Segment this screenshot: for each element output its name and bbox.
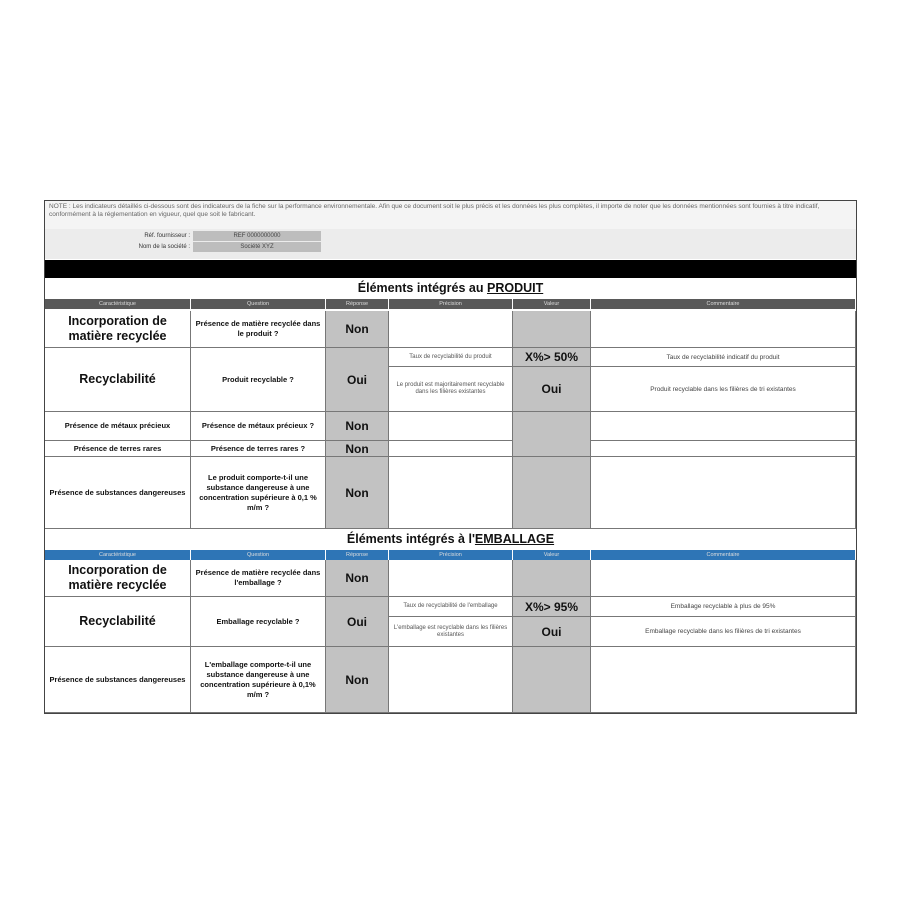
produit-precision-rate: Taux de recyclabilité du produit bbox=[389, 348, 513, 367]
meta-value[interactable]: Société XYZ bbox=[193, 242, 321, 252]
emballage-header-row bbox=[45, 550, 856, 560]
produit-commentaire-empty[interactable] bbox=[591, 457, 856, 529]
section-title-prefix: Éléments intégrés à l' bbox=[346, 532, 475, 546]
header-valeur: Valeur bbox=[513, 550, 591, 560]
produit-valeur-empty[interactable] bbox=[513, 311, 591, 348]
produit-valeur-empty[interactable] bbox=[513, 412, 591, 457]
emballage-precision-empty[interactable] bbox=[389, 647, 513, 713]
emballage-commentaire-empty[interactable] bbox=[591, 560, 856, 597]
produit-question-substances: Le produit comporte-t-il une substance dangereuse à une concentration supérieure à 0,1 % m/m ? bbox=[191, 457, 326, 529]
meta-row-company bbox=[45, 242, 856, 252]
meta-row-reference bbox=[45, 231, 856, 241]
emballage-answer-recyclability[interactable]: Oui bbox=[326, 597, 389, 647]
emballage-precision-empty[interactable] bbox=[389, 560, 513, 597]
header-caracteristique: Caractéristique bbox=[45, 550, 191, 560]
meta-key: Nom de la société : bbox=[138, 244, 190, 250]
emballage-valeur-empty[interactable] bbox=[513, 560, 591, 597]
note-text: NOTE : Les indicateurs détaillés ci-dessous sont des indicateurs de la fiche sur la performance environnementale. Afin que ce document soit le plus précis et les données les plus complètes, il importe de noter que les données mentionnées sont fournies à titre indicatif, conformément à la réglementation en vigueur, quel que soit le fabricant. bbox=[45, 201, 856, 229]
produit-valeur-empty[interactable] bbox=[513, 457, 591, 529]
meta-value[interactable]: REF 0000000000 bbox=[193, 231, 321, 241]
produit-precision-empty[interactable] bbox=[389, 457, 513, 529]
produit-answer-recyclability[interactable]: Oui bbox=[326, 348, 389, 412]
emballage-valeur-empty[interactable] bbox=[513, 647, 591, 713]
section-title-produit bbox=[45, 281, 856, 295]
section-title-emph: EMBALLAGE bbox=[474, 532, 555, 546]
produit-commentaire-empty[interactable] bbox=[591, 441, 856, 457]
separator-bar bbox=[45, 260, 856, 278]
emballage-answer-recycled[interactable]: Non bbox=[326, 560, 389, 597]
emballage-commentaire-empty[interactable] bbox=[591, 647, 856, 713]
header-reponse: Réponse bbox=[326, 299, 389, 309]
produit-answer-recycled[interactable]: Non bbox=[326, 311, 389, 348]
emballage-precision-rate: Taux de recyclabilité de l'emballage bbox=[389, 597, 513, 617]
produit-commentaire-rate[interactable]: Taux de recyclabilité indicatif du produit bbox=[591, 348, 856, 367]
meta-key: Réf. fournisseur : bbox=[144, 233, 190, 239]
produit-precision-empty[interactable] bbox=[389, 311, 513, 348]
produit-valeur-filieres[interactable]: Oui bbox=[513, 367, 591, 412]
section-title-emph: PRODUIT bbox=[486, 281, 544, 295]
produit-commentaire-filieres[interactable]: Produit recyclable dans les filières de tri existantes bbox=[591, 367, 856, 412]
produit-answer-metaux[interactable]: Non bbox=[326, 412, 389, 441]
produit-precision-empty[interactable] bbox=[389, 412, 513, 441]
produit-question-recyclability: Produit recyclable ? bbox=[191, 348, 326, 412]
produit-caracteristique-recycled: Incorporation de matière recyclée bbox=[45, 311, 191, 348]
produit-caracteristique-metaux: Présence de métaux précieux bbox=[45, 412, 191, 441]
emballage-valeur-rate[interactable]: X%> 95% bbox=[513, 597, 591, 617]
header-precision: Précision bbox=[389, 299, 513, 309]
produit-question-metaux: Présence de métaux précieux ? bbox=[191, 412, 326, 441]
emballage-question-recycled: Présence de matière recyclée dans l'emballage ? bbox=[191, 560, 326, 597]
produit-precision-empty[interactable] bbox=[389, 441, 513, 457]
header-valeur: Valeur bbox=[513, 299, 591, 309]
emballage-caracteristique-recyclability: Recyclabilité bbox=[45, 597, 191, 647]
emballage-caracteristique-substances: Présence de substances dangereuses bbox=[45, 647, 191, 713]
header-reponse: Réponse bbox=[326, 550, 389, 560]
header-precision: Précision bbox=[389, 550, 513, 560]
section-title-prefix: Éléments intégrés au bbox=[357, 281, 487, 295]
header-commentaire: Commentaire bbox=[591, 299, 856, 309]
produit-answer-substances[interactable]: Non bbox=[326, 457, 389, 529]
meta-block bbox=[45, 229, 856, 259]
emballage-commentaire-filieres[interactable]: Emballage recyclable dans les filières de tri existantes bbox=[591, 617, 856, 647]
produit-question-recycled: Présence de matière recyclée dans le produit ? bbox=[191, 311, 326, 348]
emballage-valeur-filieres[interactable]: Oui bbox=[513, 617, 591, 647]
produit-caracteristique-substances: Présence de substances dangereuses bbox=[45, 457, 191, 529]
produit-caracteristique-terres: Présence de terres rares bbox=[45, 441, 191, 457]
header-commentaire: Commentaire bbox=[591, 550, 856, 560]
header-caracteristique: Caractéristique bbox=[45, 299, 191, 309]
produit-commentaire-empty[interactable] bbox=[591, 311, 856, 348]
emballage-commentaire-rate[interactable]: Emballage recyclable à plus de 95% bbox=[591, 597, 856, 617]
emballage-question-recyclability: Emballage recyclable ? bbox=[191, 597, 326, 647]
data-sheet bbox=[44, 200, 857, 714]
header-question: Question bbox=[191, 299, 326, 309]
produit-header-row bbox=[45, 299, 856, 309]
produit-caracteristique-recyclability: Recyclabilité bbox=[45, 348, 191, 412]
produit-question-terres: Présence de terres rares ? bbox=[191, 441, 326, 457]
produit-precision-filieres: Le produit est majoritairement recyclable dans les filières existantes bbox=[389, 367, 513, 412]
header-question: Question bbox=[191, 550, 326, 560]
section-title-emballage bbox=[45, 532, 856, 546]
emballage-precision-filieres: L'emballage est recyclable dans les filières existantes bbox=[389, 617, 513, 647]
produit-valeur-rate[interactable]: X%> 50% bbox=[513, 348, 591, 367]
emballage-question-substances: L'emballage comporte-t-il une substance dangereuse à une concentration supérieure à 0,1% m/m ? bbox=[191, 647, 326, 713]
produit-answer-terres[interactable]: Non bbox=[326, 441, 389, 457]
produit-commentaire-empty[interactable] bbox=[591, 412, 856, 441]
emballage-caracteristique-recycled: Incorporation de matière recyclée bbox=[45, 560, 191, 597]
emballage-answer-substances[interactable]: Non bbox=[326, 647, 389, 713]
